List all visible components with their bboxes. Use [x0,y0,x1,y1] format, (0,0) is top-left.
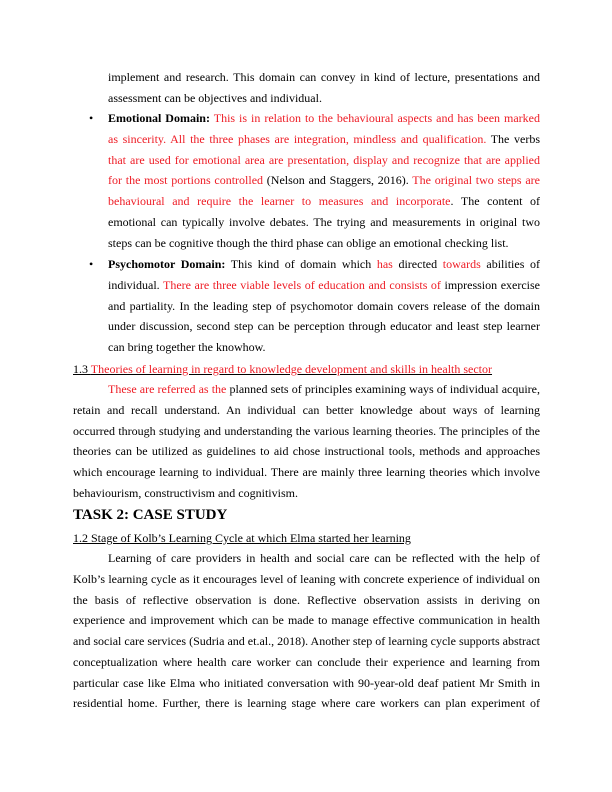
text-line [108,108,540,129]
text-line [108,150,540,171]
text-line [73,421,540,442]
text-run: emotional can typically involve debates. The trying and measurements in original two [108,214,540,229]
text-run: behaviourism, constructivism and cognitivism. [73,485,298,500]
emotional-domain-item [108,108,540,253]
text-line [108,316,540,337]
highlighted-text: for the most portions controlled [108,173,264,188]
text-run: which encourage learning to individual. There are mainly three learning theories which involve [73,465,540,479]
text-line [108,337,540,358]
bold-label: Psychomotor Domain: [108,257,226,271]
text-line [108,233,540,254]
text-run: the basis of reflective observation is done. Reflective observation assists in deriving on [73,592,540,607]
text-run: conceptualization where health care worker can conclude their experience and learning from [73,654,540,669]
text-run: particular case like Elma who initiated conversation with 90-year-old deaf patient Mr Smith in [73,675,540,690]
text-run: and partiality. In the leading step of psychomotor domain covers release of the domain [108,298,540,313]
text-run: steps can be cognitive though the third phase can oblige an emotional checking list. [108,235,509,250]
text-run: and social care services (Sudria and et.al., 2018). Another step of learning cycle supports abstract [73,634,540,648]
text-line [108,170,540,191]
text-line [108,191,540,212]
text-run: Kolb’s learning cycle as it encourages level of leaning with concrete experience of individual on [73,571,540,586]
bullet-icon: • [89,111,94,125]
text-run: The verbs [486,131,540,146]
text-line [73,693,540,714]
bold-label: Emotional Domain: [108,111,210,125]
text-run: directed [392,257,443,271]
text-run: abilities of [480,257,540,271]
text-line [108,212,540,233]
highlighted-text: that are used for emotional area are presentation, display and recognize that are applied [108,152,540,167]
text-line [73,462,540,483]
highlighted-text: behavioural and require the learner to measures and incorporate [108,194,451,208]
cognitive-domain-continuation [108,67,540,109]
heading-number: 1.3 [73,362,91,376]
bullet-icon: • [89,257,94,271]
text-run: can bring together the knowhow. [108,340,266,354]
text-run: individual. [108,277,164,292]
text-line [73,548,540,569]
text-run: experience and improvement which can be made to manage effective communication in health [73,613,540,628]
section-heading-theories [73,359,492,379]
text-line [108,67,540,88]
task-heading: TASK 2: CASE STUDY [73,507,228,523]
text-run: This kind of domain which [225,257,377,271]
highlighted-text: as sincerity. All the three phases are integration, mindless and qualification. [108,131,487,146]
text-run: implement and research. This domain can convey in kind of lecture, presentations and [108,70,540,84]
highlighted-text: has [376,257,393,271]
text-run: occurred through studying and understanding the various learning theories. The principles of the [73,423,540,438]
text-line [73,441,540,462]
text-run: Learning of care providers in health and social care can be reflected with the help of [108,551,540,565]
text-run: under discussion, second step can be perception through educator and least step learner [108,319,540,334]
text-line [73,673,540,694]
text-line [108,296,540,317]
text-run: . The content of [450,194,540,208]
text-line [73,400,540,421]
text-line [73,590,540,611]
highlighted-text: There are three viable levels of education and consists of [163,277,441,292]
text-line [73,631,540,652]
text-line [73,483,540,504]
highlighted-text: This is in relation to the behavioural aspects and has been marked [209,111,540,125]
text-run: theories can be utilized as guidelines to aid chose instructional tools, methods and approaches [73,444,540,459]
text-run: impression exercise [440,277,541,292]
text-line [108,275,540,296]
text-line [73,379,540,400]
text-line [73,652,540,673]
psychomotor-domain-item [108,254,540,358]
text-run: residential home. Further, there is learning stage where care workers can plan experiment of [73,696,540,711]
highlighted-text: These are referred as the [108,382,227,396]
text-run: assessment can be objectives and individual. [108,90,322,105]
text-run: retain and recall understand. An individual can better knowledge about ways of learning [73,402,540,417]
kolb-paragraph [73,548,540,714]
heading-title: Theories of learning in regard to knowledge development and skills in health sector [90,362,493,376]
section-heading-kolb: 1.2 Stage of Kolb’s Learning Cycle at which Elma started her learning [73,531,411,545]
theories-paragraph [73,379,540,504]
highlighted-text: towards [442,257,481,271]
highlighted-text: The original two steps are [412,173,540,188]
text-line [108,254,540,275]
text-line [108,88,540,109]
text-line [73,610,540,631]
text-run: planned sets of principles examining ways of individual acquire, [226,382,541,396]
text-line [108,129,540,150]
text-line [73,569,540,590]
text-run: (Nelson and Staggers, 2016). [263,173,413,188]
